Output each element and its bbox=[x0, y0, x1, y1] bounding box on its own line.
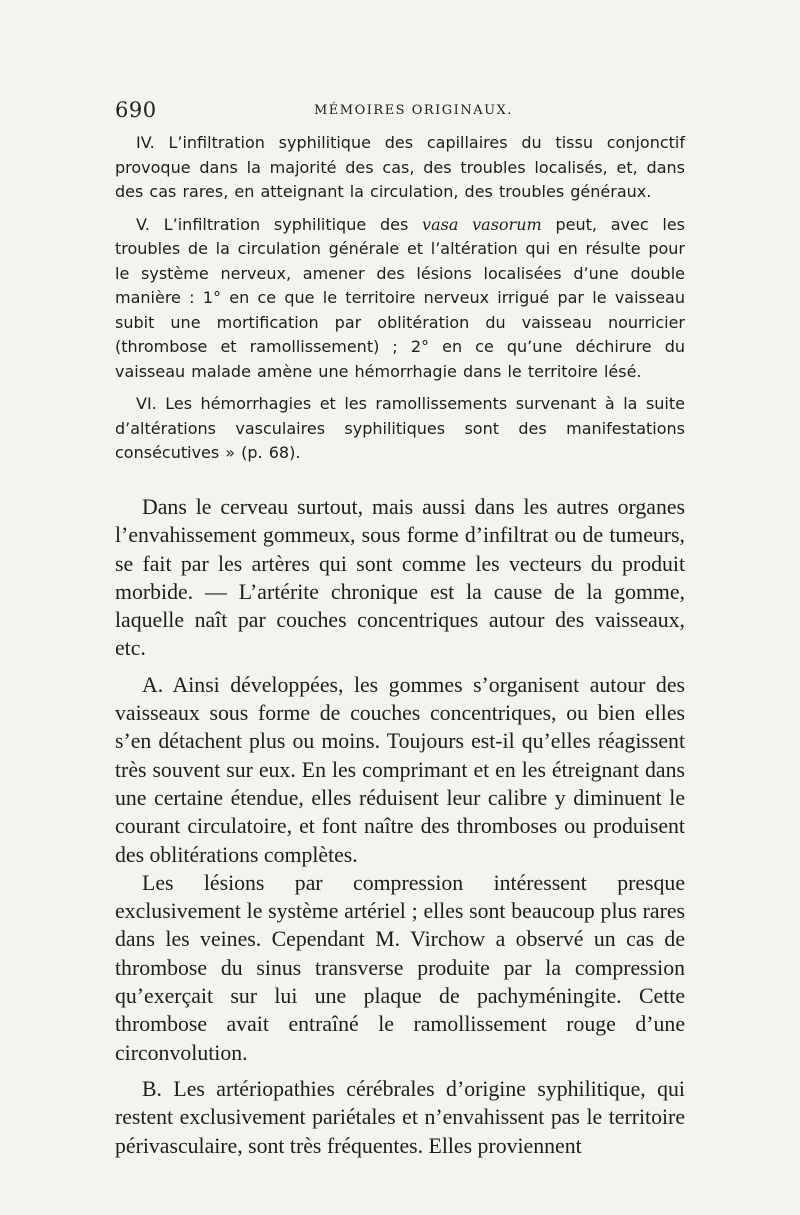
summary-paragraph-v bbox=[115, 213, 685, 385]
body-paragraph-2: A. Ainsi développées, les gommes s’organisent autour des vaisseaux sous forme de couches concentriques, ou bien elles s’en détachent plus ou moins. Toujours est-il qu’elles réagissent très souvent sur eux. En les comprimant et en les étreignant dans une certaine étendue, elles réduisent leur calibre y diminuent le courant circulatoire, et font naître des thromboses ou produisent des oblitérations complètes. bbox=[115, 672, 685, 867]
body-paragraph-4: B. Les artériopathies cérébrales d’origine syphilitique, qui restent exclusivement pariétales et n’envahissent pas le territoire périvasculaire, sont très fréquentes. Elles proviennent bbox=[115, 1076, 685, 1158]
summary-v-text-start: V. L’infiltration syphilitique des bbox=[136, 214, 423, 234]
summary-paragraph-vi: VI. Les hémorrhagies et les ramollissements survenant à la suite d’altérations vasculaires syphilitiques sont des manifestations consécutives » (p. 68). bbox=[115, 394, 685, 462]
body-paragraph-3: Les lésions par compression intéressent presque exclusivement le système artériel ; elles sont beaucoup plus rares dans les veines. Cependant M. Virchow a observé un cas de thrombose du sinus transverse produite par la compression qu’exerçait sur lui une plaque de pachyméningite. Cette thrombose avait entraîné le ramollissement rouge d’une circonvolution. bbox=[115, 870, 685, 1065]
page-number: 690 bbox=[115, 98, 157, 122]
summary-paragraph-iv: IV. L’infiltration syphilitique des capillaires du tissu conjonctif provoque dans la majorité des cas, des troubles localisés, et, dans des cas rares, en atteignant la circulation, des troubles généraux. bbox=[115, 133, 685, 201]
page-header bbox=[115, 98, 687, 124]
body-paragraph-1: Dans le cerveau surtout, mais aussi dans les autres organes l’envahissement gommeux, sous forme d’infiltrat ou de tumeurs, se fait par les artères qui sont comme les vecteurs du produit morbide. — L’artérite chronique est la cause de la gomme, laquelle naît par couches concentriques autour des vaisseaux, etc. bbox=[115, 495, 685, 661]
main-text bbox=[115, 493, 685, 1168]
conclusions-summary bbox=[115, 131, 685, 474]
summary-v-italic-term: vasa vasorum bbox=[422, 214, 542, 234]
running-title: MÉMOIRES ORIGINAUX. bbox=[314, 103, 513, 118]
summary-v-text-end: peut, avec les troubles de la circulation générale et l’altération qui en résulte pour le système nerveux, amener des lésions localisées d’une double manière : 1° en ce que le territoire nerveux irrigué par le vaisseau subit une mortification par oblitération du vaisseau nourricier (thrombose et ramollissement) ; 2° en ce qu’une déchirure du vaisseau malade amène une hémorrhagie dans le territoire lésé. bbox=[115, 214, 685, 381]
